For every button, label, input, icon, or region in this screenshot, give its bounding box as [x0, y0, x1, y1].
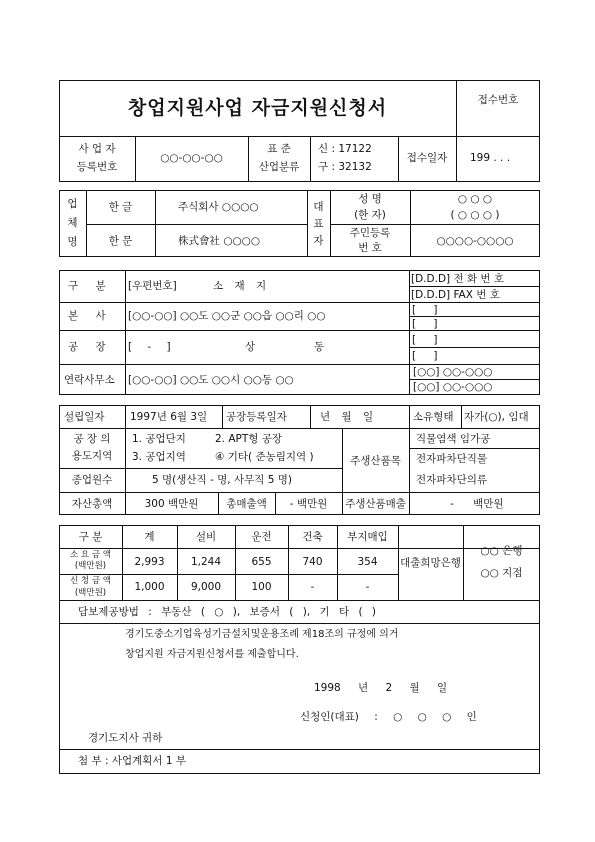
- receipt-date-label: 접수일자: [406, 152, 448, 164]
- funding-header-cell: 부지매입: [347, 531, 388, 543]
- staff-value: 5 명(생산직 - 명, 사무직 5 명): [152, 474, 292, 486]
- hanmun-value: 株式會社 ○○○○: [178, 235, 260, 247]
- phone-header: [D.D.D] 전 화 번 호: [411, 273, 505, 285]
- biz-reg-label-2: 등록번호: [76, 161, 118, 173]
- biz-reg-label: 사 업 자: [78, 143, 116, 155]
- requested-amount-cell: -: [310, 581, 315, 593]
- zone-option-2: 2. APT형 공장: [215, 433, 283, 445]
- zone-option-1: 1. 공업단지: [132, 433, 186, 445]
- requested-amount-label: 신 청 금 액: [70, 576, 111, 586]
- main-product-label: 주생산품목: [350, 455, 401, 467]
- factory-value: [ - ]: [128, 341, 171, 353]
- factory-reg-value: 년 월 일: [320, 411, 374, 423]
- collateral-method: 담보제공방법 : 부동산 ( ○ ), 보증서 ( ), 기 타 ( ): [78, 606, 377, 618]
- rep-id-label-2: 번 호: [358, 242, 382, 254]
- signature-date: 1998 년 2 월 일: [314, 682, 448, 694]
- contact-office-label: 연락사무소: [64, 374, 115, 386]
- required-amount-cell: 354: [357, 556, 378, 568]
- main-product-3: 전자파차단의류: [416, 474, 488, 486]
- receipt-date-value: 199 . . .: [470, 152, 511, 164]
- required-amount-cell: 2,993: [134, 556, 165, 568]
- main-product-sales-value: - 백만원: [450, 498, 504, 510]
- hq-label: 본 사: [68, 310, 106, 322]
- funding-header-cell: 구 분: [78, 531, 103, 543]
- zone-option-4: ④ 기타( 준농림지역 ): [215, 451, 314, 463]
- funding-header-cell: 설비: [195, 531, 217, 543]
- std-class-new: 신 : 17122: [318, 143, 372, 155]
- requested-amount-cell: 9,000: [190, 581, 222, 593]
- gubun-label: 구 분: [68, 280, 106, 292]
- rep-id-value: ○○○○-○○○○: [436, 235, 514, 247]
- declaration-line-1: 경기도중소기업육성기금설치및운용조례 제18조의 규정에 의거: [125, 629, 399, 640]
- hq-value: [○○-○○] ○○도 ○○군 ○○읍 ○○리 ○○: [128, 310, 326, 322]
- hangul-value: 주식회사 ○○○○: [178, 201, 259, 213]
- ownership-label: 소유형태: [413, 411, 454, 423]
- std-class-old: 구 : 32132: [318, 161, 372, 173]
- total-assets-label: 자산총액: [71, 498, 113, 510]
- factory-label: 공 장: [68, 341, 106, 353]
- contact-phone: [○○] ○○-○○○: [413, 366, 493, 378]
- loan-bank-name: ○○ 은행: [480, 545, 523, 557]
- est-date-label: 설립일자: [64, 411, 105, 423]
- loan-branch-name: ○○ 지점: [480, 567, 523, 579]
- std-class-label: 표 준: [267, 143, 291, 155]
- required-amount-label: 소 요 금 액: [70, 550, 111, 560]
- est-date-value: 1997년 6월 3일: [130, 411, 208, 423]
- zone-label: 공 장 의: [73, 433, 111, 445]
- rep-label: 대: [313, 201, 324, 213]
- main-product-1: 직물염색 임가공: [416, 433, 491, 445]
- rep-name-value: ○ ○ ○: [457, 193, 493, 205]
- hanmun-label: 한 문: [108, 235, 133, 247]
- main-product-2: 전자파차단직물: [416, 453, 488, 465]
- required-amount-cell: 1,244: [190, 556, 222, 568]
- addressee: 경기도지사 귀하: [88, 732, 163, 744]
- postal-label: [우편번호]: [128, 280, 177, 292]
- rep-name-value-2: ( ○ ○ ○ ): [450, 209, 500, 221]
- location-label: 소 재 지: [213, 280, 267, 292]
- form-title: 창업지원사업 자금지원신청서: [127, 97, 388, 119]
- requested-amount-cell: -: [365, 581, 370, 593]
- rep-name-label: 성 명: [358, 193, 382, 205]
- std-class-label-2: 산업분류: [258, 161, 300, 173]
- zone-option-3: 3. 공업지역: [132, 451, 186, 463]
- staff-label: 종업원수: [71, 474, 113, 486]
- requested-amount-cell: 100: [251, 581, 272, 593]
- attachment-note: 첨 부 : 사업계획서 1 부: [78, 755, 187, 767]
- rep-id-label: 주민등록: [349, 227, 391, 239]
- required-amount-cell: 655: [251, 556, 272, 568]
- zone-label-2: 용도지역: [71, 450, 113, 462]
- funding-header-cell: 계: [144, 531, 155, 543]
- application-form-page: 창업지원사업 자금지원신청서 접수번호 사 업 자 등록번호 ○○-○○-○○ 표 준 산업분류 신 : 17122 구 : 32132 접수일자 199 . . . 업 체 명 한 글 주식회사 ○○○○ 한 문 株式會社 ○○○○ 대 표 자 성 명 (한 자) ○ ○ ○ ( ○ ○ ○ ) 주민등록 번 호 ○○○○-○○○○ 구 분 [우편번호] 소 재 지 [D.D.D] 전 화 번 호 [D.D.D] FAX 번 호 본 사 [○○-○○] ○○도 ○○군 ○○읍 ○○리 ○○ [ ] [ ] 공 장 [ - ] 상 동 [ ] [ ] 연락사무소 [○○-○○] ○○도 ○○시 ○○동 ○○ [○○] ○○-○○○ [○○] ○○-○○○ 설립일자 1997년 6월 3일 공장등록일자 년 월 일 소유형태 자가(○), 임대 공 장 의 용도지역 1. 공업단지 2. APT형 공장 3. 공업지역 ④ 기타( 준농림지역 ) 주생산품목 직물염색 임가공 전자파차단직물 전자파차단의류 종업원수 5 명(생산직 - 명, 사무직 5 명) 자산총액 300 백만원 총매출액 - 백만원 주생산품매출 - 백만원 구 분 계 설비 운전 건축 부지매입 2,993 1,244 655 740 354 1,000 9,000 100 - - 소 요 금 액 (백만원) 신 청 금 액 (백만원) 대출희망은행 ○○ 은행 ○○ 지점 담보제공방법 : 부동산 ( ○ ), 보증서 ( ), 기 타 ( ) 경기도중소기업육성기금설치및운용조례 제18조의 규정에 의거 창업지원 자금지원신청서를 제출합니다. 1998 년 2 월 일 신청인(대표) : ○ ○ ○ 인 경기도지사 귀하 첨 부 : 사업계획서 1 부: [0, 0, 595, 842]
- funding-header-cell: 운전: [251, 531, 272, 543]
- company-label: 업: [67, 198, 78, 210]
- funding-header-cell: 건축: [302, 531, 323, 543]
- biz-reg-value: ○○-○○-○○: [160, 152, 223, 164]
- rep-name-label-2: (한 자): [354, 209, 386, 221]
- hangul-label: 한 글: [108, 201, 133, 213]
- required-amount-cell: 740: [302, 556, 323, 568]
- total-sales-value: - 백만원: [289, 498, 328, 510]
- total-sales-label: 총매출액: [226, 498, 267, 510]
- main-product-sales-label: 주생산품매출: [345, 498, 406, 510]
- contact-fax: [○○] ○○-○○○: [413, 381, 493, 393]
- contact-office-value: [○○-○○] ○○도 ○○시 ○○동 ○○: [128, 374, 294, 386]
- loan-bank-label: 대출희망은행: [400, 557, 461, 569]
- receipt-number-label: 접수번호: [477, 94, 519, 106]
- applicant-line: 신청인(대표) : ○ ○ ○ 인: [300, 711, 477, 723]
- total-assets-value: 300 백만원: [144, 498, 199, 510]
- fax-header: [D.D.D] FAX 번 호: [411, 289, 500, 301]
- requested-amount-cell: 1,000: [134, 581, 165, 593]
- factory-reg-label: 공장등록일자: [226, 411, 287, 423]
- ownership-value: 자가(○), 임대: [464, 411, 529, 423]
- declaration-line-2: 창업지원 자금지원신청서를 제출합니다.: [125, 649, 299, 660]
